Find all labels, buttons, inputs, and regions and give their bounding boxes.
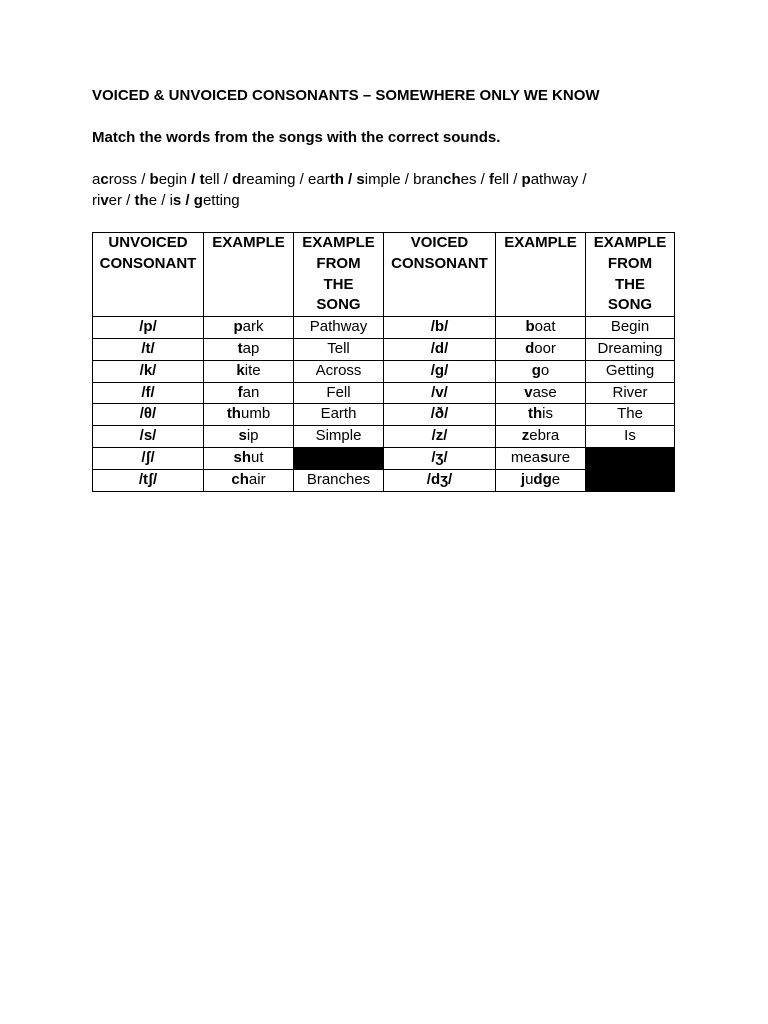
word-list-item: tell [199,171,220,188]
table-header-row [93,233,675,317]
voiced-symbol: /z/ [384,426,496,448]
table-row [93,404,675,426]
word-list-item: is [169,192,182,209]
example-word: this [496,404,586,426]
example-word: judge [496,469,586,491]
unvoiced-symbol: /f/ [93,382,204,404]
voiced-symbol: /ð/ [384,404,496,426]
voiced-symbol: /g/ [384,360,496,382]
blank-cell [586,469,675,491]
word-list-item: begin [149,171,188,188]
song-word: Tell [294,338,384,360]
table-body [93,317,675,491]
blank-cell [586,447,675,469]
example-word: vase [496,382,586,404]
voiced-symbol: /d/ [384,338,496,360]
consonant-table [92,232,675,492]
example-word: thumb [204,404,294,426]
example-word: shut [204,447,294,469]
unvoiced-symbol: /t/ [93,338,204,360]
word-separator: / [219,171,233,188]
word-separator: / [476,171,490,188]
word-list-item: pathway [521,171,579,188]
word-list-item: river [92,192,123,209]
document-page [92,86,692,211]
word-list-line-1 [92,171,587,188]
word-list-line-2 [92,192,240,209]
voiced-symbol: /ʒ/ [384,447,496,469]
word-separator: / [157,192,170,209]
example-word: fan [204,382,294,404]
word-list-item: across [92,171,138,188]
instruction-text: Match the words from the songs with the correct sounds. [92,129,501,146]
header-example-from-song: EXAMPLE FROM THE SONG [586,233,675,317]
song-word: Earth [294,404,384,426]
word-list-item: dreaming [232,171,296,188]
word-separator: / [137,171,150,188]
word-separator: / [578,171,587,188]
song-word: Fell [294,382,384,404]
song-word: Across [294,360,384,382]
unvoiced-symbol: /tʃ/ [93,469,204,491]
table-row [93,447,675,469]
page-title: VOICED & UNVOICED CONSONANTS – SOMEWHERE ONLY WE KNOW [92,87,600,104]
word-separator: / [122,192,135,209]
unvoiced-symbol: /θ/ [93,404,204,426]
example-word: kite [204,360,294,382]
header-unvoiced-consonant: UNVOICED CONSONANT [93,233,204,317]
table-row [93,338,675,360]
voiced-symbol: /dʒ/ [384,469,496,491]
example-word: zebra [496,426,586,448]
word-list-item: simple [356,171,401,188]
unvoiced-symbol: /ʃ/ [93,447,204,469]
example-word: park [204,317,294,339]
unvoiced-symbol: /s/ [93,426,204,448]
song-word: Dreaming [586,338,675,360]
word-list-item: the [134,192,158,209]
example-word: chair [204,469,294,491]
song-word: The [586,404,675,426]
word-list [92,169,692,211]
header-example: EXAMPLE [496,233,586,317]
word-list-item: fell [489,171,510,188]
song-word: Simple [294,426,384,448]
song-word: Branches [294,469,384,491]
song-word: Is [586,426,675,448]
example-word: measure [496,447,586,469]
example-word: tap [204,338,294,360]
table-row [93,382,675,404]
word-list-item: earth [308,171,344,188]
table-row [93,426,675,448]
word-separator: / [343,171,357,188]
example-word: boat [496,317,586,339]
word-separator: / [509,171,522,188]
example-word: go [496,360,586,382]
word-separator: / [187,171,200,188]
word-separator: / [295,171,309,188]
song-word: River [586,382,675,404]
voiced-symbol: /v/ [384,382,496,404]
song-word: Pathway [294,317,384,339]
header-example-from-song: EXAMPLE FROM THE SONG [294,233,384,317]
table-row [93,469,675,491]
example-word: sip [204,426,294,448]
unvoiced-symbol: /k/ [93,360,204,382]
word-list-item: branches [413,171,477,188]
word-separator: / [181,192,194,209]
word-list-item: getting [193,192,240,209]
table-row [93,317,675,339]
header-voiced-consonant: VOICED CONSONANT [384,233,496,317]
example-word: door [496,338,586,360]
song-word: Begin [586,317,675,339]
word-separator: / [400,171,414,188]
voiced-symbol: /b/ [384,317,496,339]
song-word: Getting [586,360,675,382]
blank-cell [294,447,384,469]
header-example: EXAMPLE [204,233,294,317]
table-row [93,360,675,382]
unvoiced-symbol: /p/ [93,317,204,339]
